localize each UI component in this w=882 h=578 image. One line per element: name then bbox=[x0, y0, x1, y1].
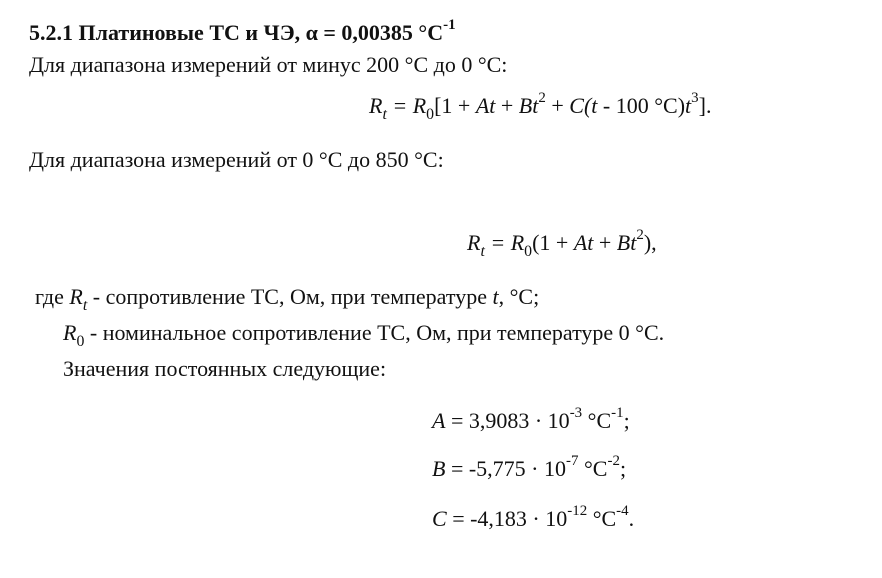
formula-low-range: $R_t = R_0[1 + At + Bt^2 + C(t - 100$ $^\circ C)t^3$]. bbox=[369, 90, 712, 124]
section-title: Платиновые ТС и ЧЭ, α = 0,00385 °С bbox=[78, 20, 444, 45]
constant-c: $C = -4,183 \cdot 10^{-12}$ $^\circ C^{-4}$. bbox=[432, 503, 635, 531]
range1-text: Для диапазона измерений от минус 200 °С до 0 °С: bbox=[29, 52, 508, 77]
constants-intro: Значения постоянных следующие: bbox=[63, 356, 387, 381]
section-number: 5.2.1 bbox=[29, 20, 73, 45]
section-heading bbox=[29, 17, 456, 45]
formula-high-range: $R_t = R_0(1 + At + Bt^2)$, bbox=[467, 227, 657, 261]
range2-text: Для диапазона измерений от 0 °С до 850 °С: bbox=[29, 147, 444, 172]
constant-b: $B = -5,775 \cdot 10^{-7}$ $^\circ C^{-2}$; bbox=[432, 453, 627, 481]
definition-rt: где $R_t$ - сопротивление ТС, Ом, при температуре t, °С; bbox=[35, 284, 540, 315]
constant-a: $A = 3,9083 \cdot 10^{-3}$ $^\circ C^{-1}$; bbox=[432, 405, 630, 433]
definition-r0: $R_0$ - номинальное сопротивление ТС, Ом, при температуре 0 °С. bbox=[63, 320, 665, 351]
heading-exponent: -1 bbox=[443, 17, 456, 34]
